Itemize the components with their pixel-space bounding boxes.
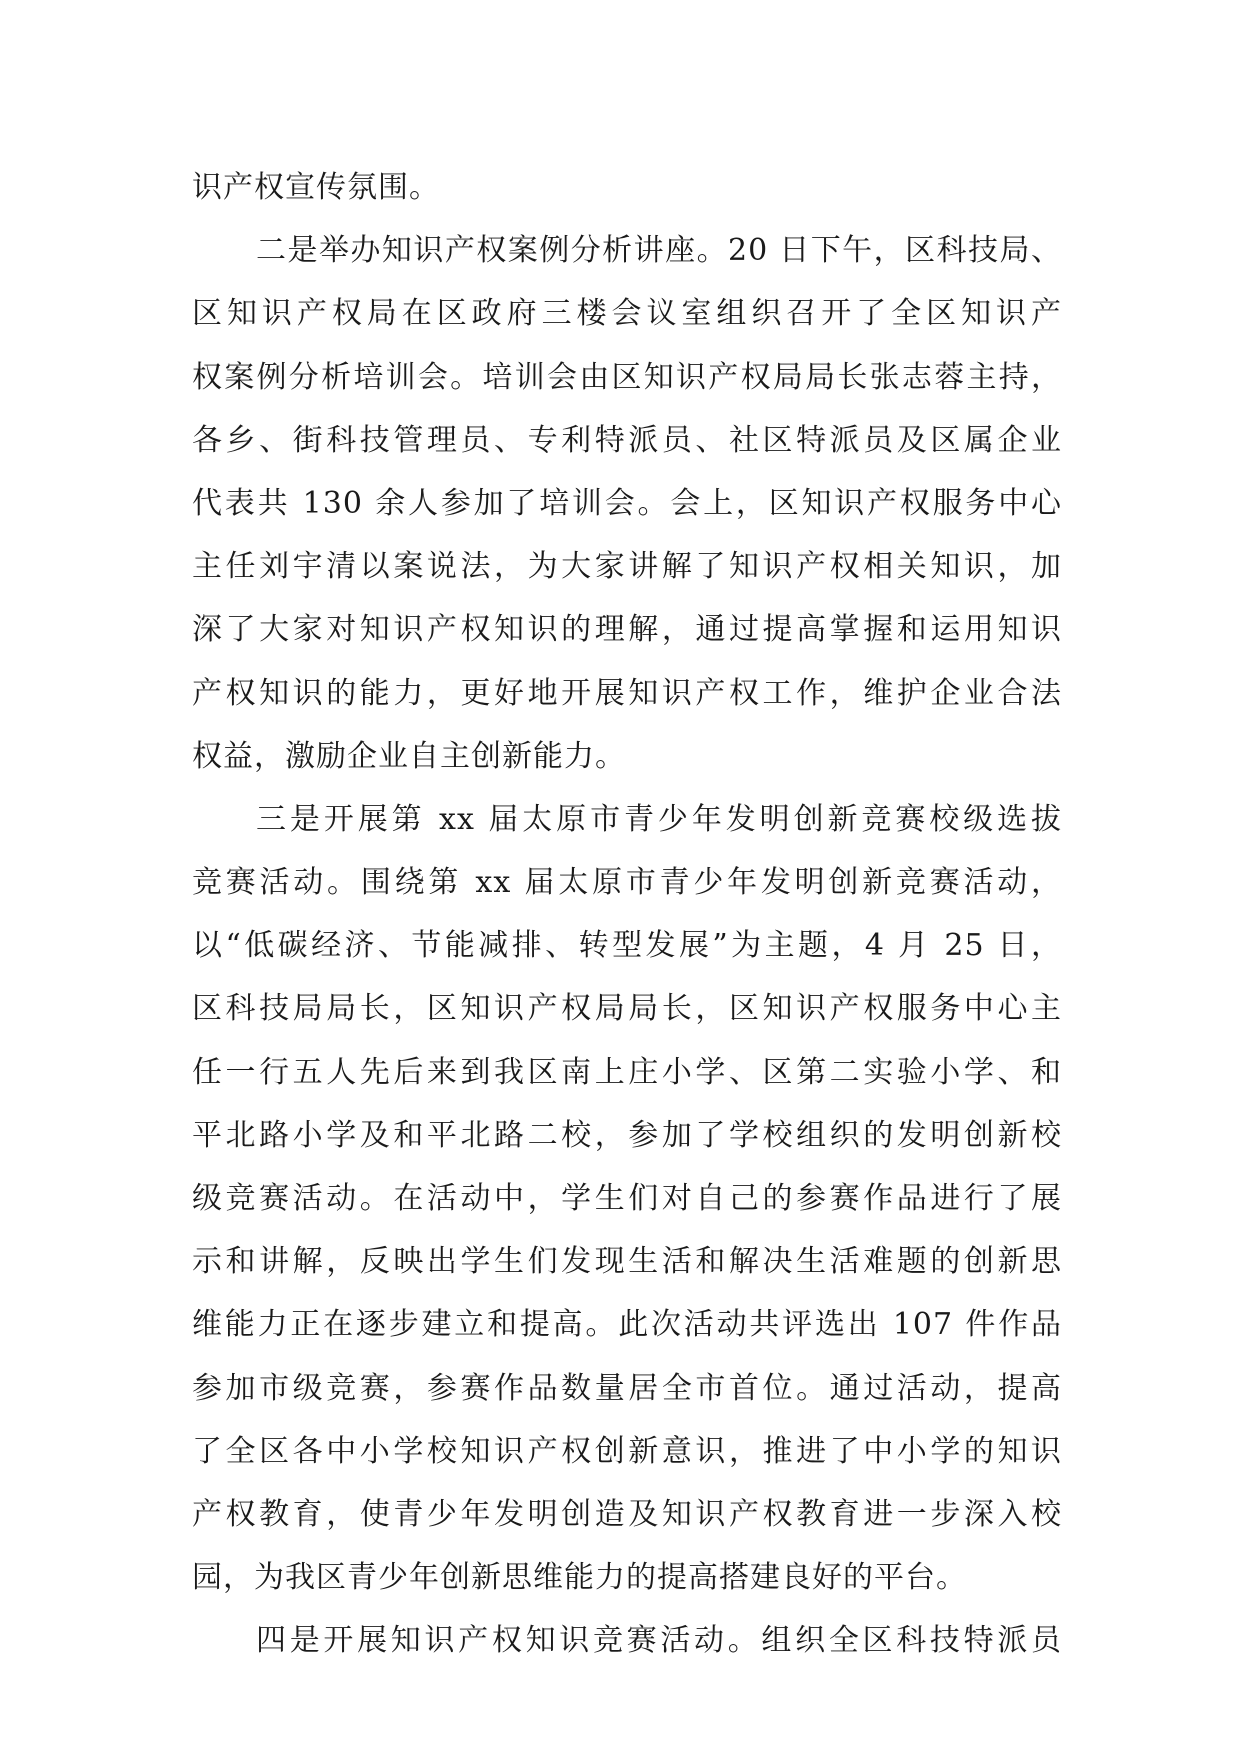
- text-line: 识产权宣传氛围。: [192, 170, 440, 205]
- text-line: 任一行五人先后来到我区南上庄小学、区第二实验小学、和: [192, 1054, 1062, 1090]
- text-line: 级竞赛活动。在活动中，学生们对自己的参赛作品进行了展: [192, 1181, 1062, 1216]
- text-line: 主任刘宇清以案说法，为大家讲解了知识产权相关知识，加: [192, 549, 1062, 585]
- text-line: 竞赛活动。围绕第 xx 届太原市青少年发明创新竞赛活动，: [192, 865, 1062, 901]
- paragraph-start-line: 四是开展知识产权知识竞赛活动。组织全区科技特派员: [256, 1623, 1062, 1659]
- text-line: 产权知识的能力，更好地开展知识产权工作，维护企业合法: [192, 675, 1062, 711]
- body-text: [192, 156, 1062, 1673]
- text-line: 权案例分析培训会。培训会由区知识产权局局长张志蓉主持，: [192, 359, 1062, 395]
- text-line: 产权教育，使青少年发明创造及知识产权教育进一步深入校: [192, 1496, 1062, 1532]
- text-line: 园，为我区青少年创新思维能力的提高搭建良好的平台。: [192, 1560, 967, 1596]
- text-line: 区科技局局长，区知识产权局局长，区知识产权服务中心主: [192, 991, 1062, 1027]
- paragraph-start-line: 二是举办知识产权案例分析讲座。20 日下午，区科技局、: [256, 233, 1062, 269]
- text-line: 示和讲解，反映出学生们发现生活和解决生活难题的创新思: [192, 1244, 1062, 1280]
- text-line: 权益，激励企业自主创新能力。: [192, 738, 626, 774]
- text-line: 参加市级竞赛，参赛作品数量居全市首位。通过活动，提高: [192, 1370, 1062, 1406]
- paragraph-start-line: 三是开展第 xx 届太原市青少年发明创新竞赛校级选拔: [256, 801, 1062, 837]
- text-line: 以“低碳经济、节能减排、转型发展”为主题，4 月 25 日，: [192, 928, 1062, 964]
- text-line: 维能力正在逐步建立和提高。此次活动共评选出 107 件作品: [192, 1307, 1062, 1343]
- text-line: 平北路小学及和平北路二校，参加了学校组织的发明创新校: [192, 1117, 1062, 1153]
- text-line: 代表共 130 余人参加了培训会。会上，区知识产权服务中心: [192, 485, 1062, 521]
- text-line: 各乡、街科技管理员、专利特派员、社区特派员及区属企业: [192, 422, 1062, 458]
- text-line: 深了大家对知识产权知识的理解，通过提高掌握和运用知识: [192, 612, 1062, 648]
- text-line: 区知识产权局在区政府三楼会议室组织召开了全区知识产: [192, 296, 1062, 332]
- text-line: 了全区各中小学校知识产权创新意识，推进了中小学的知识: [192, 1433, 1062, 1469]
